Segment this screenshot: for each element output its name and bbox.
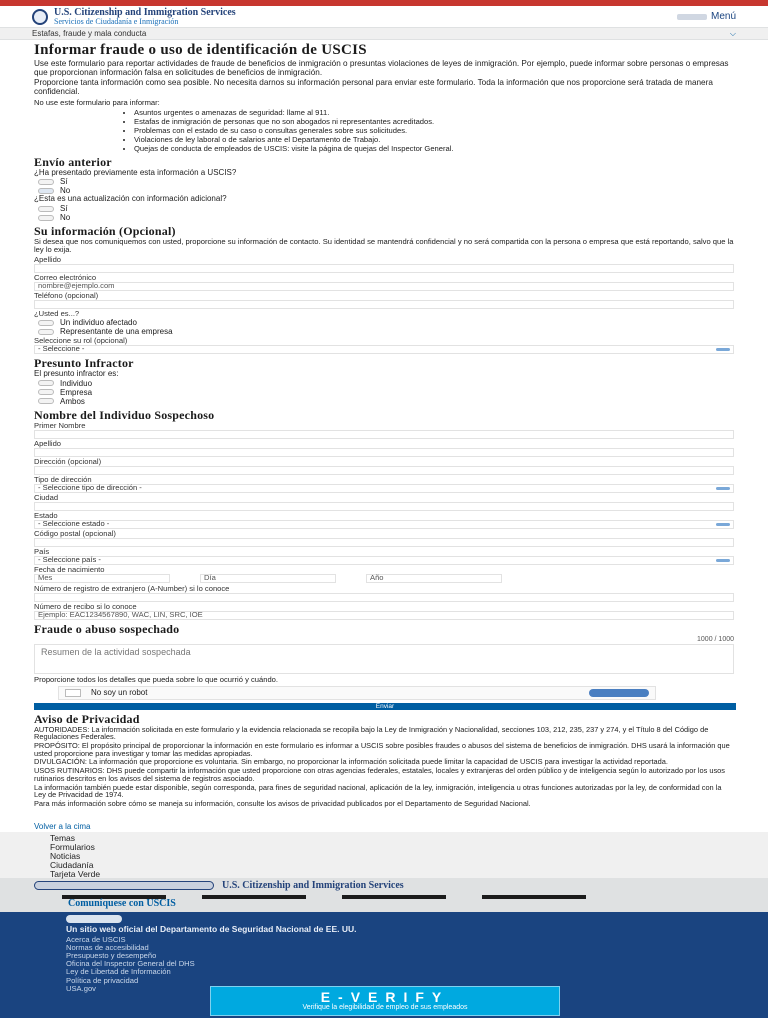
- captcha-label: No soy un robot: [91, 688, 148, 698]
- section-title-your-info: Su información (Opcional): [34, 224, 176, 239]
- captcha-checkbox[interactable]: [65, 689, 81, 697]
- banner-title: E-VERIFY: [320, 989, 450, 1006]
- receipt-label: Número de recibo si lo conoce: [34, 601, 137, 611]
- footer-nav-item[interactable]: Tarjeta Verde: [50, 869, 101, 880]
- privacy-title: Aviso de Privacidad: [34, 711, 140, 726]
- intro-paragraph: No use este formulario para informar:: [34, 97, 160, 107]
- instagram-icon[interactable]: [482, 895, 586, 899]
- site-header: [0, 6, 768, 28]
- city-input[interactable]: [34, 502, 734, 511]
- first-name-input[interactable]: [34, 430, 734, 439]
- radio-option-company[interactable]: Empresa: [34, 388, 734, 397]
- site-subtitle: Servicios de Ciudadanía e Inmigración: [54, 16, 179, 26]
- main-content: [0, 40, 768, 808]
- section-title-previous: Envío anterior: [34, 154, 112, 169]
- list-item: • Estafas de inmigración de personas que no son abogados ni representantes acreditados.: [134, 118, 734, 126]
- radio-icon: [38, 179, 54, 185]
- radio-icon: [38, 380, 54, 386]
- site-title: U.S. Citizenship and Immigration Services: [54, 6, 236, 18]
- radio-icon: [38, 215, 54, 221]
- dhs-footer: [0, 912, 768, 1018]
- character-counter: 1000 / 1000: [697, 635, 734, 643]
- footer-link[interactable]: Política de privacidad: [66, 975, 139, 985]
- apellido-input[interactable]: [34, 264, 734, 273]
- role-select-label: Seleccione su rol (opcional): [34, 336, 128, 346]
- dhs-seal-icon[interactable]: [66, 915, 122, 923]
- submit-button[interactable]: Enviar: [34, 703, 736, 710]
- footer-brand: [0, 878, 768, 912]
- your-info-description: Si desea que nos comuniquemos con usted, proporcione su información de contacto. Su identidad se mantendrá confidencial y no será compartida con la persona o empresa que está reportando, salvo que la ley lo exija.: [34, 237, 734, 255]
- privacy-notice: [34, 713, 734, 808]
- footer-link[interactable]: Presupuesto y desempeño: [66, 951, 157, 961]
- first-name-label: Primer Nombre: [34, 420, 86, 430]
- dhs-links: [66, 936, 702, 993]
- dhs-name: Un sitio web oficial del Departamento de Seguridad Nacional de EE. UU.: [66, 923, 357, 934]
- country-label: País: [34, 546, 50, 556]
- footer-nav-item[interactable]: Formularios: [50, 841, 95, 852]
- footer-link[interactable]: Acerca de USCIS: [66, 934, 126, 944]
- chevron-down-icon: ⌵: [729, 28, 736, 38]
- fraud-summary-textarea[interactable]: Resumen de la actividad sospechada: [34, 644, 734, 674]
- radio-option-individual[interactable]: Un individuo afectado: [34, 318, 734, 327]
- country-select[interactable]: - Seleccione país -: [34, 556, 734, 565]
- breadcrumb[interactable]: [0, 28, 768, 40]
- radio-option-both[interactable]: Ambos: [34, 397, 734, 406]
- section-title-fraud: Fraude o abuso sospechado: [34, 621, 180, 636]
- address-type-label: Tipo de dirección: [34, 474, 92, 484]
- contact-link[interactable]: Comuníquese con USCIS: [68, 898, 176, 910]
- privacy-paragraph: Para más información sobre cómo se maneja su información, consulte los avisos de privacidad publicados por el Departamento de Seguridad Nacional.: [34, 798, 531, 808]
- footer-link[interactable]: Ley de Libertad de Información: [66, 967, 171, 977]
- privacy-paragraph: USOS RUTINARIOS: DHS puede compartir la información que usted proporcione con otras agencias federales, estatales, locales y extranjeras del orden público y de inteligencia según lo autorizado por los usos rutinarios descritos en los avisos del sistema de registros asociado.: [34, 766, 725, 783]
- a-number-input[interactable]: [34, 593, 734, 602]
- role-select[interactable]: - Seleccione -: [34, 345, 734, 354]
- privacy-paragraph: AUTORIDADES: La información solicitada en este formulario y la evidencia relacionada se recopila bajo la Ley de Inmigración y Nacionalidad, secciones 103, 212, 235, 237 y 274, y el Título 8 del Código de Regulaciones Federales.: [34, 724, 709, 742]
- zip-input[interactable]: [34, 538, 734, 547]
- radio-icon: [38, 320, 54, 326]
- list-item: • Problemas con el estado de su caso o consultas generales sobre sus solicitudes.: [134, 127, 734, 135]
- section-title-violator: Presunto Infractor: [34, 356, 134, 371]
- section-title-individual: Nombre del Individuo Sospechoso: [34, 407, 215, 422]
- page-title: Informar fraude o uso de identificación de USCIS: [34, 42, 367, 58]
- back-to-top-link[interactable]: Volver a la cima: [34, 821, 91, 831]
- site-logo[interactable]: [54, 8, 236, 26]
- footer-nav-item[interactable]: Temas: [50, 832, 76, 843]
- privacy-paragraph: La información también puede estar disponible, según corresponda, para fines de seguridad nacional, aplicación de la ley, inmigración, inteligencia u otras funciones autorizadas por la ley, de conformidad con la Ley de Privacidad de 1974.: [34, 782, 722, 800]
- dob-fields: [34, 574, 734, 584]
- privacy-paragraph: PROPÓSITO: El propósito principal de proporcionar la información en este formulario es informar a USCIS sobre posibles fraudes o abusos del sistema de beneficios de inmigración. DHS usará la información que usted proporcione para investigar y tomar las medidas apropiadas.: [34, 741, 730, 758]
- dob-label: Fecha de nacimiento: [34, 564, 105, 574]
- footer-nav: [0, 832, 768, 878]
- last-name-input[interactable]: [34, 448, 734, 457]
- recaptcha-logo-icon: [589, 689, 649, 697]
- zip-label: Código postal (opcional): [34, 528, 116, 538]
- radio-icon: [38, 398, 54, 404]
- apellido-label: Apellido: [34, 255, 62, 265]
- intro-paragraph: Proporcione tanta información como sea posible. No necesita darnos su información personal para enviar este formulario. Toda la información que nos proporcione será tratada de manera confidencial.: [34, 78, 713, 97]
- chevron-down-icon: [716, 559, 730, 562]
- email-label: Correo electrónico: [34, 273, 97, 283]
- previous-question: ¿Ha presentado previamente esta información a USCIS?: [34, 167, 237, 177]
- twitter-icon[interactable]: [202, 895, 306, 899]
- address-input[interactable]: [34, 466, 734, 475]
- address-label: Dirección (opcional): [34, 456, 102, 466]
- hamburger-icon: [677, 14, 707, 20]
- state-select[interactable]: - Seleccione estado -: [34, 520, 734, 529]
- footer-brand-title: U.S. Citizenship and Immigration Services: [222, 879, 404, 891]
- city-label: Ciudad: [34, 492, 59, 502]
- footer-link[interactable]: Normas de accesibilidad: [66, 942, 149, 952]
- role-label: ¿Usted es...?: [34, 309, 80, 319]
- privacy-paragraph: DIVULGACIÓN: La información que proporcione es voluntaria. Sin embargo, no proporcionar la información solicitada puede limitar la capacidad de USCIS para investigar la actividad reportada.: [34, 757, 668, 767]
- banner-subtitle: Verifique la elegibilidad de empleo de sus empleados: [302, 1004, 468, 1012]
- state-label: Estado: [34, 510, 58, 520]
- e-verify-banner[interactable]: [210, 986, 560, 1016]
- violator-question: El presunto infractor es:: [34, 369, 119, 379]
- uscis-seal-icon[interactable]: [32, 9, 48, 25]
- radio-option-yes[interactable]: Sí: [34, 204, 734, 213]
- dob-month-input[interactable]: Mes: [34, 574, 170, 583]
- footer-link[interactable]: Oficina del Inspector General del DHS: [66, 959, 195, 969]
- footer-nav-item[interactable]: Noticias: [50, 851, 81, 862]
- intro-paragraph: Use este formulario para reportar actividades de fraude de beneficios de inmigración o presuntas violaciones de leyes de inmigración. Por ejemplo, puede informar sobre personas o empresas que proporcionan información falsa en solicitudes de beneficios de inmigración.: [34, 59, 729, 77]
- radio-icon: [38, 389, 54, 395]
- radio-option-yes[interactable]: Sí: [34, 177, 734, 186]
- exclusion-list: [34, 109, 734, 153]
- radio-option-no[interactable]: No: [34, 213, 734, 222]
- followup-question: ¿Esta es una actualización con información adicional?: [34, 194, 227, 204]
- radio-option-no[interactable]: No: [34, 186, 734, 195]
- radio-icon: [38, 329, 54, 335]
- captcha-widget[interactable]: [58, 686, 656, 700]
- menu-button[interactable]: [677, 11, 736, 23]
- phone-label: Teléfono (opcional): [34, 291, 99, 301]
- list-item: • Asuntos urgentes o amenazas de seguridad: llame al 911.: [134, 109, 734, 117]
- youtube-icon[interactable]: [342, 895, 446, 899]
- address-type-select[interactable]: - Seleccione tipo de dirección -: [34, 484, 734, 493]
- radio-icon: [38, 188, 54, 194]
- a-number-label: Número de registro de extranjero (A-Number) si lo conoce: [34, 583, 230, 593]
- list-item: • Violaciones de ley laboral o de salarios ante el Departamento de Trabajo.: [134, 136, 734, 144]
- menu-label: Menú: [710, 10, 736, 22]
- uscis-seal-icon[interactable]: [34, 881, 214, 890]
- dob-year-input[interactable]: Año: [366, 574, 502, 583]
- breadcrumb-label: Estafas, fraude y mala conducta: [32, 28, 147, 38]
- last-name-label: Apellido: [34, 438, 62, 448]
- phone-input[interactable]: [34, 300, 734, 309]
- email-field[interactable]: nombre@ejemplo.com: [34, 282, 734, 291]
- dob-day-input[interactable]: Día: [200, 574, 336, 583]
- chevron-down-icon: [716, 523, 730, 526]
- radio-option-company[interactable]: Representante de una empresa: [34, 327, 734, 336]
- list-item: • Quejas de conducta de empleados de USCIS: visite la página de quejas del Inspector General.: [134, 145, 734, 153]
- footer-nav-item[interactable]: Ciudadanía: [50, 860, 94, 871]
- radio-icon: [38, 206, 54, 212]
- fraud-note: Proporcione todos los detalles que pueda sobre lo que ocurrió y cuándo.: [34, 674, 279, 684]
- receipt-input[interactable]: Ejemplo: EAC1234567890, WAC, LIN, SRC, IOE: [34, 611, 734, 620]
- chevron-down-icon: [716, 487, 730, 490]
- radio-option-individual[interactable]: Individuo: [34, 379, 734, 388]
- footer-link[interactable]: USA.gov: [66, 983, 96, 993]
- chevron-down-icon: [716, 348, 730, 351]
